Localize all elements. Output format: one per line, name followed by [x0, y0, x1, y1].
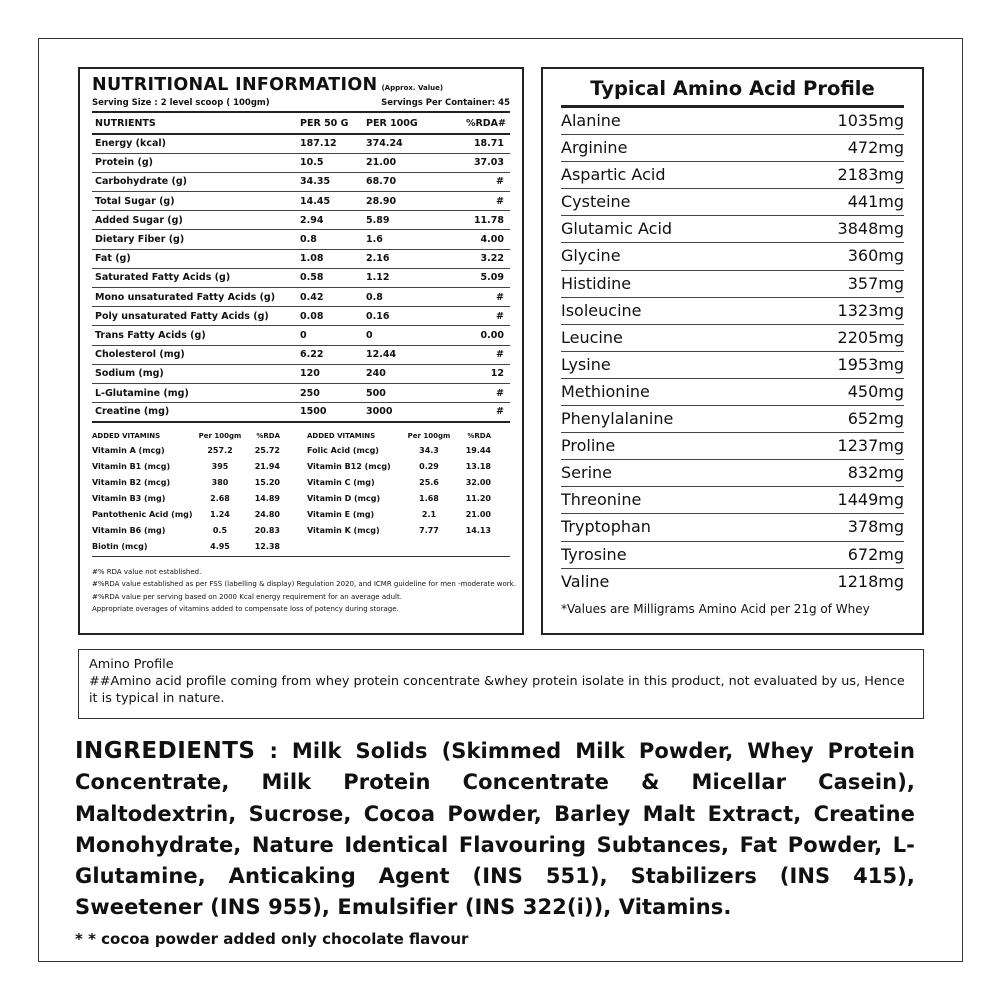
per-100g-value: 374.24: [363, 134, 433, 153]
header-per-50g: PER 50 G: [297, 113, 363, 134]
amino-profile-title: Amino Profile: [89, 657, 174, 672]
nutrition-table-body: [92, 134, 510, 422]
rda-value: #: [433, 172, 510, 191]
amino-profile-text: ##Amino acid profile coming from whey protein concentrate &whey protein isolate in this product, not evaluated by us, Hence it is typical in nature.: [89, 674, 905, 706]
vitamins-left-table: [92, 429, 301, 556]
per-50g-value: 6.22: [297, 345, 363, 364]
amino-row: [561, 352, 904, 379]
amino-acid-value: 1237mg: [837, 436, 904, 456]
per-50g-value: 1500: [297, 403, 363, 422]
amino-row: [561, 135, 904, 162]
amino-acid-value: 1035mg: [837, 111, 904, 130]
amino-acid-value: 360mg: [847, 246, 904, 266]
vitamin-amount: 0.5: [212, 526, 228, 536]
per-100g-value: 2.16: [363, 249, 433, 268]
per-100g-value: 68.70: [363, 172, 433, 191]
vit-right-header-amount: Per 100gm: [407, 431, 451, 440]
amino-acid-value: 3848mg: [837, 219, 904, 239]
note-line: #% RDA value not established.: [92, 567, 202, 576]
rda-value: #: [433, 307, 510, 326]
amino-acid-value: 1218mg: [837, 571, 904, 591]
amino-row: [561, 298, 904, 325]
vit-right-header-rda: %RDA: [467, 431, 491, 440]
header-nutrients: NUTRIENTS: [92, 113, 297, 134]
per-100g-value: 1.6: [363, 230, 433, 249]
vitamin-name: Vitamin B1 (mcg): [92, 462, 171, 472]
vitamin-name: Vitamin B3 (mg): [92, 494, 166, 504]
nutrient-name: Total Sugar (g): [92, 192, 297, 211]
vitamin-rda: 24.80: [254, 510, 280, 520]
serving-info: [92, 98, 510, 113]
per-100g-value: 28.90: [363, 192, 433, 211]
vitamin-name: Vitamin B12 (mcg): [307, 462, 391, 472]
nutrition-notes: [92, 557, 516, 616]
note-line: Appropriate overages of vitamins added to compensate loss of potency during storage.: [92, 605, 399, 614]
vitamin-row: [92, 539, 301, 555]
nutrition-row: [92, 211, 510, 230]
amino-row: [561, 406, 904, 433]
amino-row: [561, 325, 904, 352]
nutrition-title-note: (Approx. Value): [381, 84, 444, 92]
vitamin-name: Vitamin E (mg): [307, 510, 375, 520]
per-50g-value: 0.42: [297, 288, 363, 307]
amino-row: [561, 460, 904, 487]
nutrient-name: L-Glutamine (mg): [92, 383, 297, 402]
nutrition-row: [92, 403, 510, 422]
nutrition-row: [92, 268, 510, 287]
rda-value: 3.22: [433, 249, 510, 268]
rda-value: 4.00: [433, 230, 510, 249]
vitamin-amount: 395: [211, 462, 229, 472]
amino-acid-name: Glycine: [561, 246, 621, 266]
nutrition-row: [92, 192, 510, 211]
nutrient-name: Saturated Fatty Acids (g): [92, 268, 297, 287]
vitamin-row: [301, 523, 510, 539]
serving-size: Serving Size : 2 level scoop ( 100gm): [92, 98, 270, 108]
vitamin-row: [92, 459, 301, 475]
amino-acid-name: Serine: [561, 463, 613, 483]
per-50g-value: 250: [297, 383, 363, 402]
nutrition-row: [92, 364, 510, 383]
nutrition-row: [92, 230, 510, 249]
per-100g-value: 0.8: [363, 288, 433, 307]
amino-acid-name: Lysine: [561, 354, 611, 374]
vit-left-header-rda: %RDA: [256, 431, 280, 440]
amino-acid-value: 441mg: [847, 192, 904, 212]
vitamin-amount: 7.77: [419, 526, 439, 536]
per-50g-value: 2.94: [297, 211, 363, 230]
nutrition-title: [92, 75, 510, 98]
nutrition-panel: [78, 67, 524, 635]
vitamin-name: Vitamin B6 (mg): [92, 526, 166, 536]
vitamins-right-table: [301, 429, 510, 556]
nutrient-name: Trans Fatty Acids (g): [92, 326, 297, 345]
nutrient-name: Carbohydrate (g): [92, 172, 297, 191]
amino-row: [561, 162, 904, 189]
vitamin-row: [301, 507, 510, 523]
vitamin-name: Biotin (mcg): [92, 542, 148, 552]
amino-acid-name: Methionine: [561, 381, 650, 401]
nutrient-name: Added Sugar (g): [92, 211, 297, 230]
amino-acid-name: Glutamic Acid: [561, 219, 673, 239]
vitamin-rda: 32.00: [465, 478, 491, 488]
nutrition-table-header: [92, 113, 510, 134]
vitamin-amount: 0.29: [419, 462, 439, 472]
nutrition-row: [92, 345, 510, 364]
nutrition-row: [92, 134, 510, 153]
vit-right-header-name: ADDED VITAMINS: [307, 431, 376, 440]
per-50g-value: 10.5: [297, 153, 363, 172]
per-50g-value: 0.58: [297, 268, 363, 287]
vitamin-amount: 34.3: [419, 446, 439, 456]
nutrition-table: [92, 113, 510, 423]
vitamin-amount: 4.95: [210, 542, 230, 552]
nutrition-row: [92, 326, 510, 345]
vitamin-row: [301, 459, 510, 475]
vitamin-rda: 11.20: [465, 494, 491, 504]
amino-acid-name: Histidine: [561, 273, 632, 293]
vitamin-name: Vitamin B2 (mcg): [92, 478, 171, 488]
vitamin-rda: 21.00: [465, 510, 491, 520]
nutrient-name: Sodium (mg): [92, 364, 297, 383]
vit-left-header-name: ADDED VITAMINS: [92, 431, 161, 440]
rda-value: 12: [433, 364, 510, 383]
vitamin-row: [92, 443, 301, 459]
header-rda: %RDA#: [433, 113, 510, 134]
rda-value: 18.71: [433, 134, 510, 153]
amino-row: [561, 189, 904, 216]
per-50g-value: 0.8: [297, 230, 363, 249]
vitamin-rda: 12.38: [254, 542, 280, 552]
amino-acid-value: 472mg: [847, 138, 904, 158]
amino-acid-name: Isoleucine: [561, 300, 642, 320]
note-line: #%RDA value per serving based on 2000 Kcal energy requirement for an average adult.: [92, 592, 402, 601]
vitamin-rda: 25.72: [254, 446, 280, 456]
per-100g-value: 21.00: [363, 153, 433, 172]
nutrient-name: Mono unsaturated Fatty Acids (g): [92, 288, 297, 307]
vitamin-rda: 20.83: [254, 526, 280, 536]
nutrition-row: [92, 383, 510, 402]
amino-acid-value: 652mg: [847, 409, 904, 429]
amino-acid-value: 2205mg: [837, 327, 904, 347]
per-50g-value: 14.45: [297, 192, 363, 211]
vitamin-name: Vitamin A (mcg): [92, 446, 165, 456]
nutrition-row: [92, 249, 510, 268]
vitamin-row: [301, 443, 510, 459]
rda-value: #: [433, 345, 510, 364]
cocoa-note: * * cocoa powder added only chocolate flavour: [75, 930, 469, 948]
rda-value: #: [433, 192, 510, 211]
note-line: #%RDA value established as per FSS (labelling & display) Regulation 2020, and ICMR guideline for men -moderate work.: [92, 580, 516, 589]
amino-row: [561, 243, 904, 270]
amino-acid-name: Leucine: [561, 327, 623, 347]
vitamin-amount: 1.24: [210, 510, 230, 520]
amino-list: [561, 108, 904, 596]
amino-row: [561, 271, 904, 298]
vitamin-name: Pantothenic Acid (mg): [92, 510, 193, 520]
nutrient-name: Fat (g): [92, 249, 297, 268]
nutrient-name: Cholesterol (mg): [92, 345, 297, 364]
nutrition-row: [92, 172, 510, 191]
amino-acid-name: Tyrosine: [561, 544, 627, 564]
nutrient-name: Creatine (mg): [92, 403, 297, 422]
vitamin-row: [301, 475, 510, 491]
vitamin-rda: 19.44: [465, 446, 491, 456]
vitamin-rda: 14.13: [465, 526, 491, 536]
amino-row: [561, 542, 904, 569]
amino-acid-value: 1953mg: [837, 354, 904, 374]
per-50g-value: 120: [297, 364, 363, 383]
amino-row: [561, 514, 904, 541]
vitamin-amount: 380: [211, 478, 229, 488]
per-50g-value: 0.08: [297, 307, 363, 326]
amino-acid-name: Alanine: [561, 111, 621, 130]
vitamin-amount: 25.6: [419, 478, 439, 488]
per-50g-value: 187.12: [297, 134, 363, 153]
per-50g-value: 0: [297, 326, 363, 345]
amino-acid-name: Phenylalanine: [561, 409, 674, 429]
ingredients: [75, 736, 915, 924]
rda-value: #: [433, 403, 510, 422]
per-50g-value: 34.35: [297, 172, 363, 191]
amino-row: [561, 487, 904, 514]
amino-row: [561, 433, 904, 460]
amino-row: [561, 379, 904, 406]
per-100g-value: 5.89: [363, 211, 433, 230]
amino-row: [561, 569, 904, 596]
amino-footnote: *Values are Milligrams Amino Acid per 21g of Whey: [561, 601, 870, 616]
amino-acid-name: Arginine: [561, 138, 628, 158]
nutrition-row: [92, 307, 510, 326]
amino-acid-value: 2183mg: [837, 165, 904, 185]
per-100g-value: 0: [363, 326, 433, 345]
nutrition-title-text: NUTRITIONAL INFORMATION: [92, 75, 378, 95]
amino-acid-value: 1449mg: [837, 490, 904, 510]
vitamin-amount: 2.68: [210, 494, 230, 504]
nutrient-name: Poly unsaturated Fatty Acids (g): [92, 307, 297, 326]
amino-acid-name: Cysteine: [561, 192, 631, 212]
nutrition-row: [92, 288, 510, 307]
vitamin-row: [92, 523, 301, 539]
per-100g-value: 1.12: [363, 268, 433, 287]
nutrient-name: Protein (g): [92, 153, 297, 172]
amino-profile-note: [78, 649, 924, 719]
per-50g-value: 1.08: [297, 249, 363, 268]
per-100g-value: 240: [363, 364, 433, 383]
amino-row: [561, 108, 904, 135]
header-per-100g: PER 100G: [363, 113, 433, 134]
amino-acid-value: 672mg: [847, 544, 904, 564]
amino-acid-value: 1323mg: [837, 300, 904, 320]
nutrient-name: Dietary Fiber (g): [92, 230, 297, 249]
ingredients-heading: INGREDIENTS: [75, 738, 256, 764]
vitamin-amount: 257.2: [207, 446, 233, 456]
vitamin-name: Folic Acid (mcg): [307, 446, 379, 456]
vitamin-rda: 15.20: [254, 478, 280, 488]
rda-value: 37.03: [433, 153, 510, 172]
vitamin-row: [92, 475, 301, 491]
vitamin-row: [92, 491, 301, 507]
per-100g-value: 3000: [363, 403, 433, 422]
vitamin-row: [92, 507, 301, 523]
amino-acid-value: 450mg: [847, 381, 904, 401]
rda-value: #: [433, 288, 510, 307]
servings-per-container: Servings Per Container: 45: [381, 98, 510, 108]
rda-value: 0.00: [433, 326, 510, 345]
vit-left-header-amount: Per 100gm: [198, 431, 242, 440]
amino-panel: [541, 67, 924, 635]
amino-acid-name: Tryptophan: [561, 517, 651, 537]
amino-row: [561, 216, 904, 243]
amino-acid-value: 357mg: [847, 273, 904, 293]
vitamin-row: [301, 491, 510, 507]
rda-value: 5.09: [433, 268, 510, 287]
vitamins-section: [92, 429, 510, 557]
vitamin-name: Vitamin C (mg): [307, 478, 375, 488]
amino-acid-name: Aspartic Acid: [561, 165, 666, 185]
per-100g-value: 12.44: [363, 345, 433, 364]
amino-acid-value: 832mg: [847, 463, 904, 483]
vitamin-rda: 14.89: [254, 494, 280, 504]
amino-acid-name: Valine: [561, 571, 610, 591]
vitamin-rda: 13.18: [465, 462, 491, 472]
amino-acid-name: Proline: [561, 436, 616, 456]
vitamins-right-header: [301, 429, 510, 443]
rda-value: 11.78: [433, 211, 510, 230]
amino-acid-value: 378mg: [847, 517, 904, 537]
amino-title: Typical Amino Acid Profile: [561, 69, 904, 108]
nutrient-name: Energy (kcal): [92, 134, 297, 153]
per-100g-value: 0.16: [363, 307, 433, 326]
per-100g-value: 500: [363, 383, 433, 402]
amino-acid-name: Threonine: [561, 490, 642, 510]
nutrition-row: [92, 153, 510, 172]
vitamin-name: Vitamin K (mcg): [307, 526, 380, 536]
vitamin-amount: 2.1: [421, 510, 437, 520]
vitamin-name: Vitamin D (mcg): [307, 494, 381, 504]
vitamin-rda: 21.94: [254, 462, 280, 472]
ingredients-text: : Milk Solids (Skimmed Milk Powder, Whey Protein Concentrate, Milk Protein Concentrate & Micellar Casein), Maltodextrin, Sucrose, Cocoa Powder, Barley Malt Extract, Creatine Monohydrate, Nature Identical Flavouring Subtances, Fat Powder, L-Glutamine, Anticaking Agent (INS 551), Stabilizers (INS 415), Sweetener (INS 955), Emulsifier (INS 322(i)), Vitamins.: [75, 739, 915, 920]
vitamin-amount: 1.68: [419, 494, 439, 504]
rda-value: #: [433, 383, 510, 402]
vitamins-left-header: [92, 429, 301, 443]
